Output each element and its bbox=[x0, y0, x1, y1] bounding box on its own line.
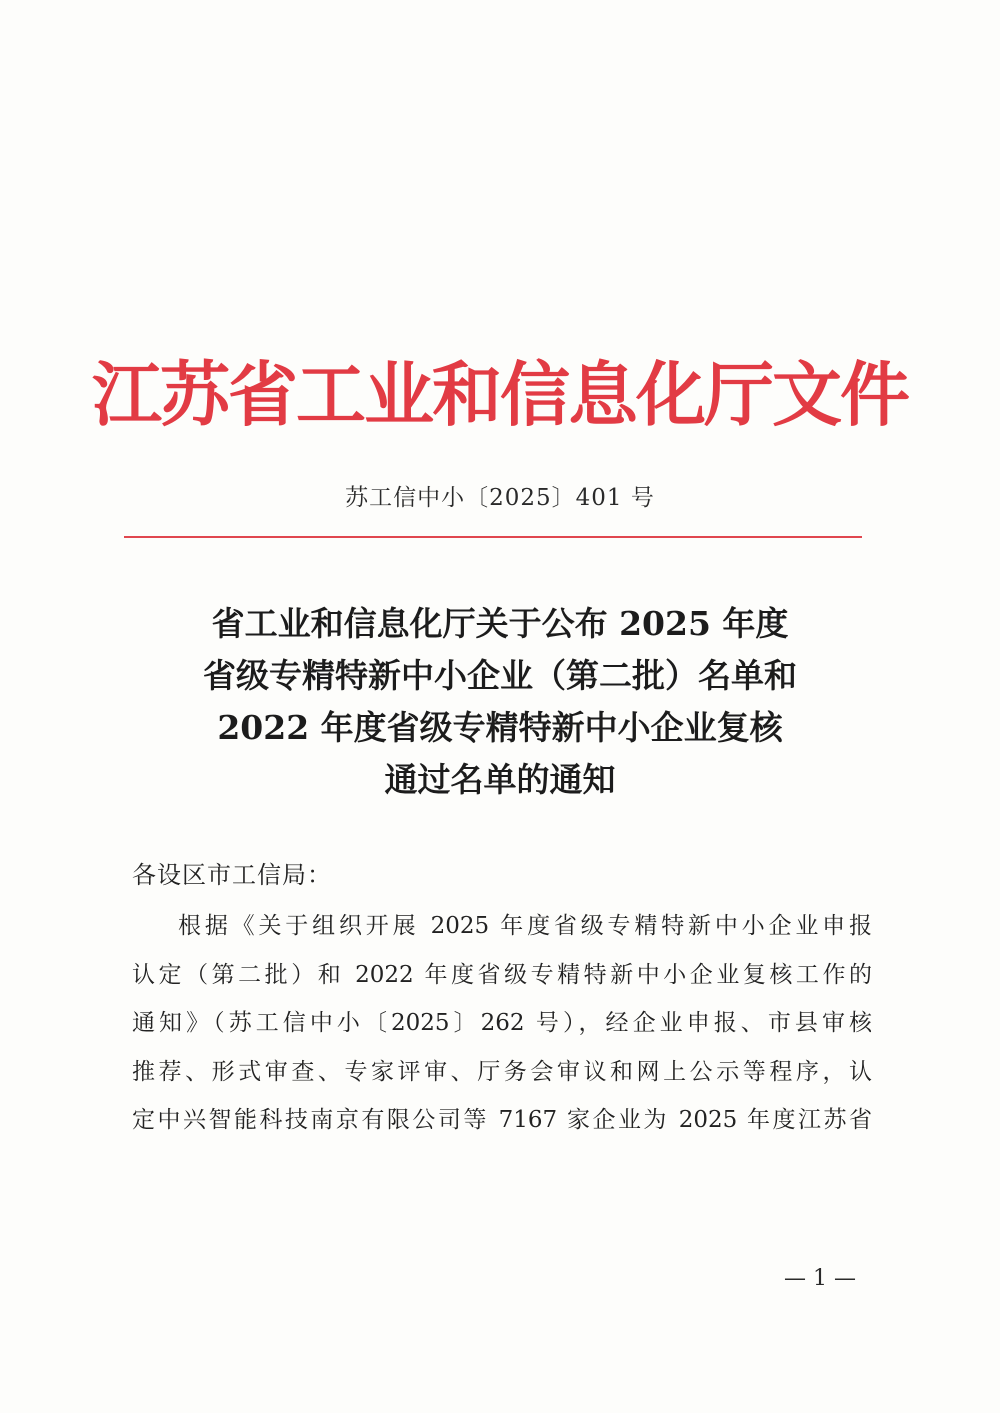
body-line: 通知》（苏工信中小〔2025〕262 号），经企业申报、市县审核 bbox=[132, 1010, 872, 1036]
body-line: 认定（第二批）和 2022 年度省级专精特新中小企业复核工作的 bbox=[132, 961, 872, 988]
body-line: 根据《关于组织开展 2025 年度省级专精特新中小企业申报 bbox=[178, 913, 872, 939]
salutation: 各设区市工信局： bbox=[132, 861, 332, 889]
document-number: 苏工信中小〔2025〕401 号 bbox=[345, 485, 655, 511]
red-divider-line bbox=[124, 536, 862, 538]
notice-title-line: 省工业和信息化厅关于公布 2025 年度 bbox=[211, 604, 789, 643]
notice-title-line: 2022 年度省级专精特新中小企业复核 bbox=[217, 708, 783, 747]
notice-title-line: 通过名单的通知 bbox=[384, 760, 616, 799]
body-line: 推荐、形式审查、专家评审、厅务会审议和网上公示等程序，认 bbox=[132, 1058, 872, 1085]
masthead-title: 江苏省工业和信息化厅文件 bbox=[92, 353, 908, 436]
page-number: — 1 — bbox=[784, 1266, 856, 1291]
body-paragraph bbox=[132, 902, 872, 1145]
notice-title-line: 省级专精特新中小企业（第二批）名单和 bbox=[203, 656, 797, 695]
body-line: 定中兴智能科技南京有限公司等 7167 家企业为 2025 年度江苏省 bbox=[132, 1107, 872, 1133]
notice-title bbox=[120, 598, 880, 806]
